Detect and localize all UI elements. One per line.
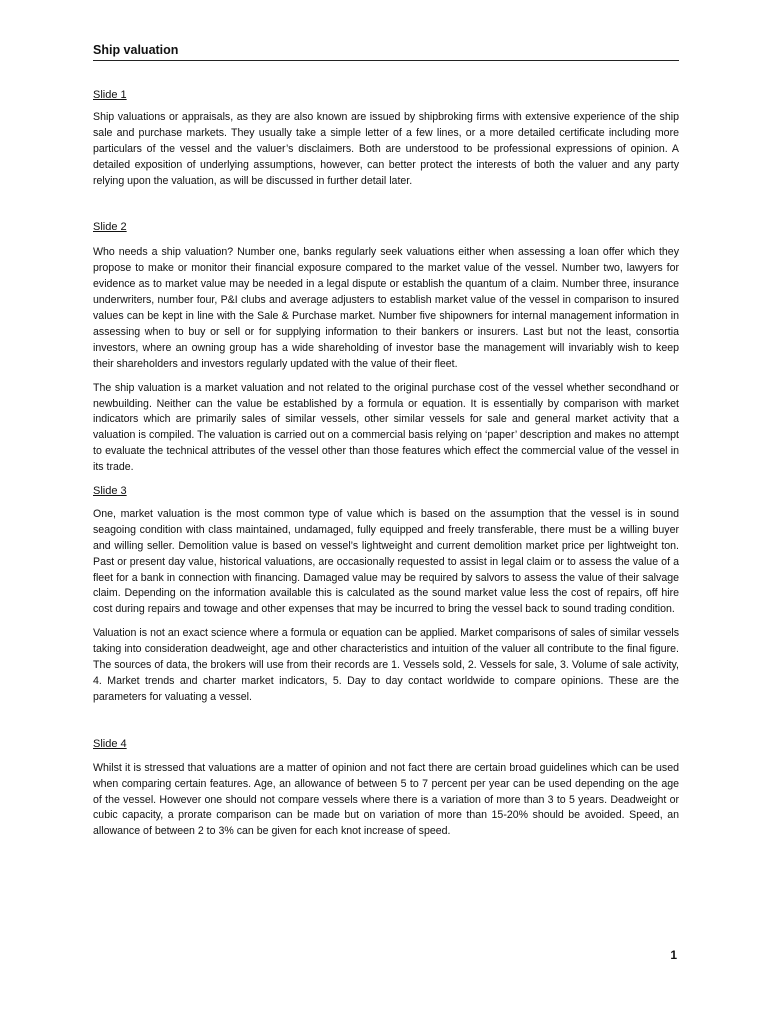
paragraph: Ship valuations or appraisals, as they are also known are issued by shipbroking firms with extensive experience of the ship sale and purchase markets. They usually take a simple letter of a few lines, or a more detailed certificate including more particulars of the vessel and the valuer’s disclaimers. Both are understood to be professional expressions of opinion. A detailed exposition of underlying assumptions, however, can better protect the interests of both the valuer and any party relying upon the valuation, as will be discussed in further detail later. — [93, 110, 679, 187]
paragraph: One, market valuation is the most common type of value which is based on the assumption that the vessel is in sound seagoing condition with class maintained, undamaged, fully equipped and freely transferable, there must be a willing buyer and willing seller. Demolition value is based on vessel’s lightweight and current demolition market price per lightweight ton. Past or present day value, historical valuations, are occasionally requested to assist in legal claim or to assess the value of a fleet for a bank in connection with financing. Damaged value may be required by salvors to assess the value of their salvage claim. Depending on the information available this is calculated as the sound market value less the cost of repairs, off hire cost during repairs and towage and other expenses that may be incurred to bring the vessel back to sound trading condition. — [93, 507, 679, 616]
paragraph: The ship valuation is a market valuation and not related to the original purchase cost of the vessel whether secondhand or newbuilding. Neither can the value be established by a formula or equation. It is essentially by comparison with market indicators which are primarily sales of similar vessels, other similar vessels for sale and general market activity that a valuation is compiled. The valuation is carried out on a commercial basis relying on ‘paper’ description and makes no attempt to evaluate the technical attributes of the vessel other than those features which effect the commercial value of the vessel in its trade. — [93, 381, 679, 474]
paragraph: Who needs a ship valuation? Number one, banks regularly seek valuations either when assessing a loan offer which they propose to make or monitor their financial exposure compared to the market value of the vessel. Number two, lawyers for evidence as to market value may be needed in a legal dispute or establish the quantum of a claim. Number three, insurance underwriters, number four, P&I clubs and average adjusters to establish market value of the vessel in comparison to insured values can be kept in line with the Sale & Purchase market. Number five shipowners for internal management information in assessing when to buy or sell or for supplying information to their bankers or insurers. Last but not the least, consortia investors, where an owning group has a wide shareholding of investor base the management will invariably wish to keep their shareholders and investors regularly updated with the value of their fleet. — [93, 246, 679, 370]
paragraph: Valuation is not an exact science where a formula or equation can be applied. Market comparisons of sales of similar vessels taking into consideration deadweight, age and other characteristics and intuition of the valuer all contribute to the final figure. The sources of data, the brokers will use from their records are 1. Vessels sold, 2. Vessels for sale, 3. Volume of sale activity, 4. Market trends and charter market indicators, 5. Day to day contact worldwide to compare opinions. These are the parameters for valuating a vessel. — [93, 627, 679, 703]
paragraph: Whilst it is stressed that valuations are a matter of opinion and not fact there are certain broad guidelines which can be used when comparing certain features. Age, an allowance of between 5 to 7 percent per year can be used depending on the age of the vessel. However one should not compare vessels where there is a variation of more than 3 to 5 years. Deadweight or cubic capacity, a prorate comparison can be made but on variation of more than 15-20% should be avoided. Speed, an allowance of between 2 to 3% can be given for each knot increase of speed. — [93, 761, 679, 838]
document-body — [93, 88, 679, 840]
page-header — [93, 42, 679, 61]
section-heading: Slide 3 — [93, 485, 127, 498]
document-title: Ship valuation — [93, 43, 179, 57]
section-heading: Slide 4 — [93, 737, 127, 750]
page-number: 1 — [670, 948, 677, 962]
section-heading: Slide 2 — [93, 221, 127, 234]
section-heading: Slide 1 — [93, 89, 127, 101]
